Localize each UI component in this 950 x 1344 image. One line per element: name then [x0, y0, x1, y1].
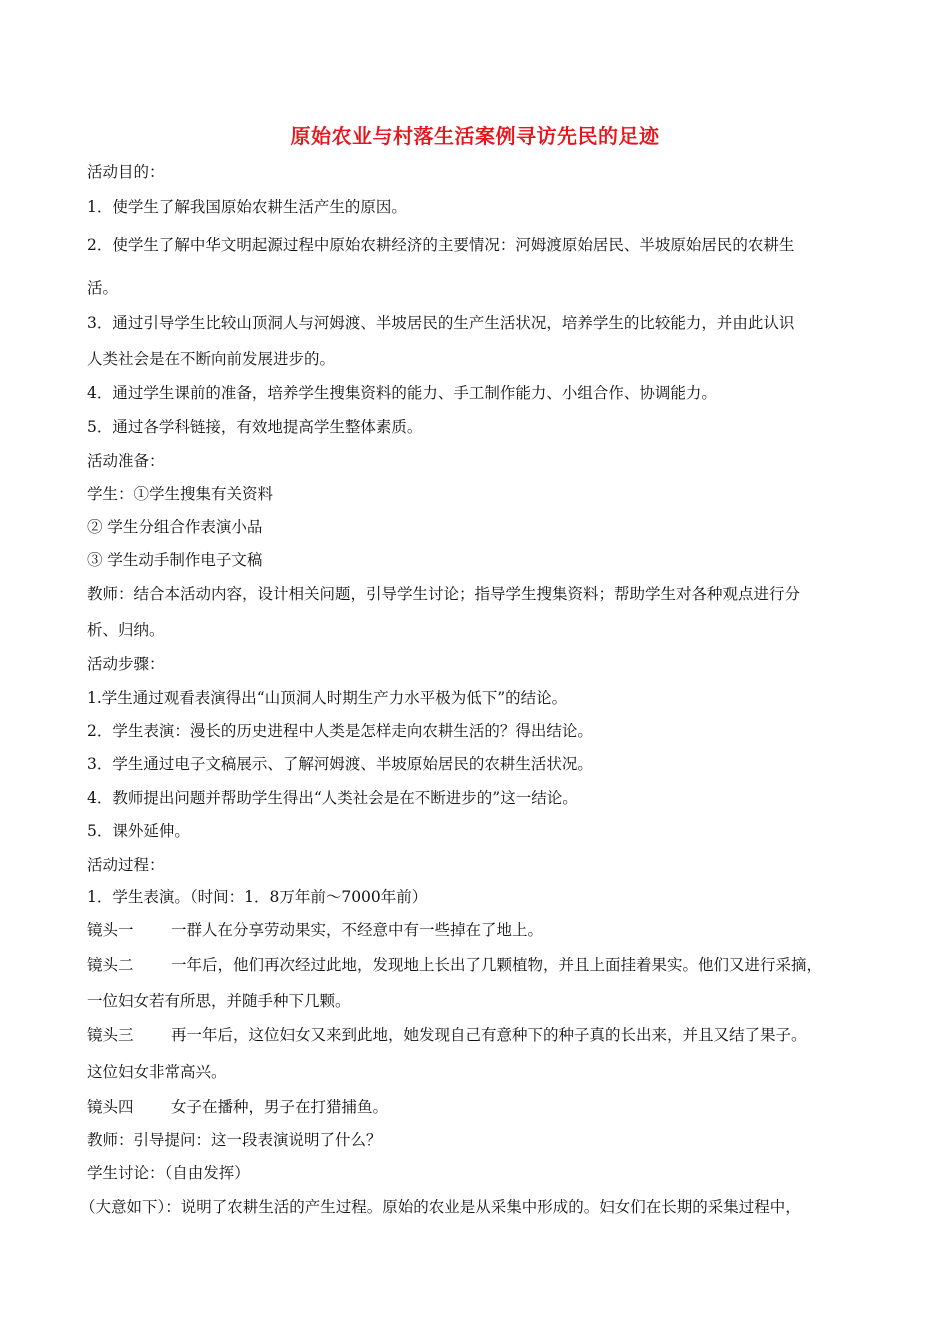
scene-2-cont: 一位妇女若有所思，并随手种下几颗。 [87, 992, 351, 1010]
document-title: 原始农业与村落生活案例寻访先民的足迹 [290, 124, 660, 148]
scene-1-text: 一群人在分享劳动果实，不经意中有一些掉在了地上。 [171, 921, 544, 939]
heading-activity-steps: 活动步骤： [87, 655, 165, 673]
goal-1: 1．使学生了解我国原始农耕生活产生的原因。 [87, 198, 407, 216]
scene-2-text: 一年后，他们再次经过此地，发现地上长出了几颗植物，并且上面挂着果实。他们又进行采摘， [171, 956, 823, 974]
heading-activity-process: 活动过程： [87, 856, 165, 874]
discussion-summary: （大意如下）：说明了农耕生活的产生过程。原始的农业是从采集中形成的。妇女们在长期的采集过程中， [80, 1198, 801, 1216]
prep-student-3: ③ 学生动手制作电子文稿 [87, 551, 263, 569]
process-1: 1．学生表演。（时间：1．8万年前～7000年前） [87, 888, 428, 906]
step-4: 4．教师提出问题并帮助学生得出“人类社会是在不断进步的”这一结论。 [87, 789, 578, 807]
goal-4: 4．通过学生课前的准备，培养学生搜集资料的能力、手工制作能力、小组合作、协调能力。 [87, 384, 717, 402]
step-2: 2．学生表演：漫长的历史进程中人类是怎样走向农耕生活的？得出结论。 [87, 722, 593, 740]
prep-student-2: ② 学生分组合作表演小品 [87, 518, 263, 536]
goal-2-cont: 活。 [87, 279, 119, 297]
scene-2-label: 镜头二 [87, 956, 134, 974]
scene-3-text: 再一年后，这位妇女又来到此地，她发现自己有意种下的种子真的长出来，并且又结了果子。 [171, 1026, 807, 1044]
prep-teacher: 教师：结合本活动内容，设计相关问题，引导学生讨论；指导学生搜集资料；帮助学生对各种观点进行分 [87, 585, 801, 603]
goal-3-cont: 人类社会是在不断向前发展进步的。 [87, 350, 336, 368]
goal-5: 5．通过各学科链接，有效地提高学生整体素质。 [87, 418, 423, 436]
teacher-question: 教师：引导提问：这一段表演说明了什么？ [87, 1131, 382, 1149]
step-1: 1.学生通过观看表演得出“山顶洞人时期生产力水平极为低下”的结论。 [87, 689, 568, 707]
goal-2: 2．使学生了解中华文明起源过程中原始农耕经济的主要情况：河姆渡原始居民、半坡原始居民的农耕生 [87, 236, 795, 254]
prep-student-1: 学生：①学生搜集有关资料 [87, 485, 274, 503]
student-discussion: 学生讨论：（自由发挥） [87, 1164, 250, 1182]
scene-3 [87, 1025, 807, 1045]
prep-teacher-cont: 析、归纳。 [87, 621, 165, 639]
scene-1-label: 镜头一 [87, 921, 134, 939]
step-5: 5．课外延伸。 [87, 822, 190, 840]
scene-3-cont: 这位妇女非常高兴。 [87, 1063, 227, 1081]
scene-4 [87, 1097, 388, 1117]
heading-activity-prep: 活动准备： [87, 452, 165, 470]
step-3: 3．学生通过电子文稿展示、了解河姆渡、半坡原始居民的农耕生活状况。 [87, 755, 593, 773]
scene-2 [87, 955, 822, 975]
scene-4-label: 镜头四 [87, 1098, 134, 1116]
scene-3-label: 镜头三 [87, 1026, 134, 1044]
goal-3: 3．通过引导学生比较山顶洞人与河姆渡、半坡居民的生产生活状况，培养学生的比较能力，并由此认识 [87, 314, 795, 332]
heading-activity-goals: 活动目的： [87, 163, 165, 181]
scene-4-text: 女子在播种，男子在打猎捕鱼。 [171, 1098, 389, 1116]
scene-1 [87, 920, 543, 940]
